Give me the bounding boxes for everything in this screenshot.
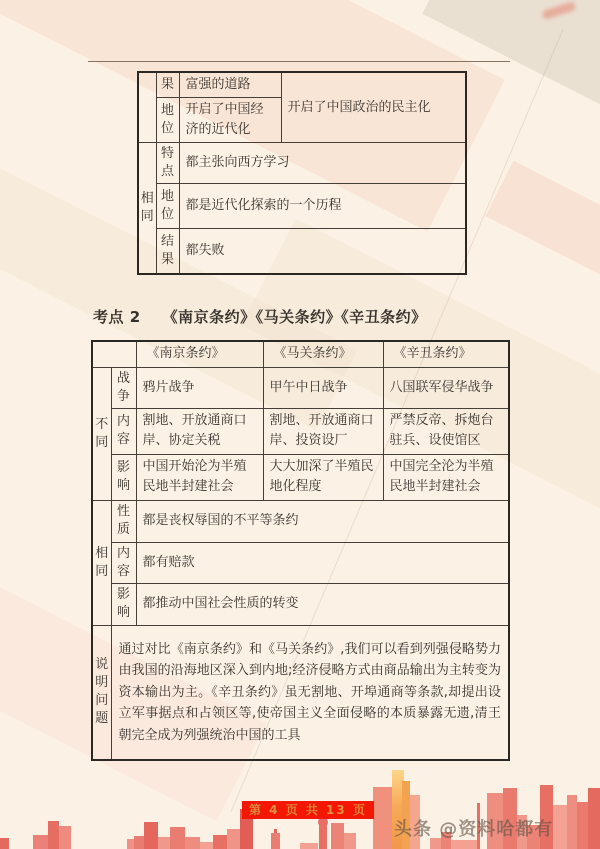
table-cell: 八国联军侵华战争 <box>383 367 509 408</box>
top-divider-line <box>88 61 510 62</box>
table-cell: 割地、开放通商口岸、协定关税 <box>136 408 263 454</box>
table-cell: 开启了中国经济的近代化 <box>179 98 281 143</box>
table-cell: 都是丧权辱国的不平等条约 <box>136 500 509 542</box>
table-cell: 都失败 <box>179 229 466 274</box>
row-label: 说明问题 <box>92 625 111 760</box>
explanation-paragraph: 通过对比《南京条约》和《马关条约》,我们可以看到列强侵略势力由我国的沿海地区深入到内地;经济侵略方式由商品输出为主转变为资本输出为主。《辛丑条约》虽无割地、开埠通商等条款,却提出设立军事据点和占领区等,使帝国主义全面侵略的本质暴露无遗,清王朝完全成为列强统治中国的工具 <box>111 625 509 760</box>
table-cell: 严禁反帝、拆炮台驻兵、设使馆区 <box>383 408 509 454</box>
column-header: 《南京条约》 <box>136 341 263 367</box>
section-label: 不同 <box>92 367 111 500</box>
row-label: 影响 <box>111 454 136 500</box>
red-smudge-decoration <box>541 1 576 20</box>
row-label: 结果 <box>156 229 179 274</box>
section-label: 相同 <box>138 143 156 274</box>
diagonal-band-decoration <box>485 161 600 312</box>
column-header: 《马关条约》 <box>263 341 383 367</box>
treaty-comparison-table <box>91 340 510 761</box>
row-label: 战争 <box>111 367 136 408</box>
exam-point-number: 考点 2 <box>93 308 141 326</box>
row-label: 果 <box>156 72 179 98</box>
row-label: 内容 <box>111 408 136 454</box>
row-label: 地位 <box>156 98 179 143</box>
table-cell: 鸦片战争 <box>136 367 263 408</box>
row-label: 地位 <box>156 184 179 229</box>
section-label: 相同 <box>92 500 111 625</box>
column-header: 《辛丑条约》 <box>383 341 509 367</box>
exam-point-title: 《南京条约》《马关条约》《辛丑条约》 <box>162 308 427 326</box>
table-cell <box>92 341 136 367</box>
table-cell: 开启了中国政治的民主化 <box>281 72 466 143</box>
table-cell: 中国完全沦为半殖民地半封建社会 <box>383 454 509 500</box>
table-cell: 都推动中国社会性质的转变 <box>136 583 509 625</box>
row-label: 影响 <box>111 583 136 625</box>
row-label: 性质 <box>111 500 136 542</box>
table-cell: 割地、开放通商口岸、投资设厂 <box>263 408 383 454</box>
table-cell: 大大加深了半殖民地化程度 <box>263 454 383 500</box>
table-cell: 都主张向西方学习 <box>179 143 466 184</box>
table-cell: 甲午中日战争 <box>263 367 383 408</box>
page-number-badge: 第 4 页 共 13 页 <box>242 801 374 819</box>
table-cell: 中国开始沦为半殖民地半封建社会 <box>136 454 263 500</box>
table-cell: 富强的道路 <box>179 72 281 98</box>
top-comparison-table <box>137 71 467 275</box>
table-cell: 都有赔款 <box>136 542 509 583</box>
watermark-text: 头条 @资料哈都有 <box>394 819 554 840</box>
row-label: 特点 <box>156 143 179 184</box>
section-heading <box>93 306 427 327</box>
row-label: 内容 <box>111 542 136 583</box>
table-cell <box>138 72 156 143</box>
table-cell: 都是近代化探索的一个历程 <box>179 184 466 229</box>
